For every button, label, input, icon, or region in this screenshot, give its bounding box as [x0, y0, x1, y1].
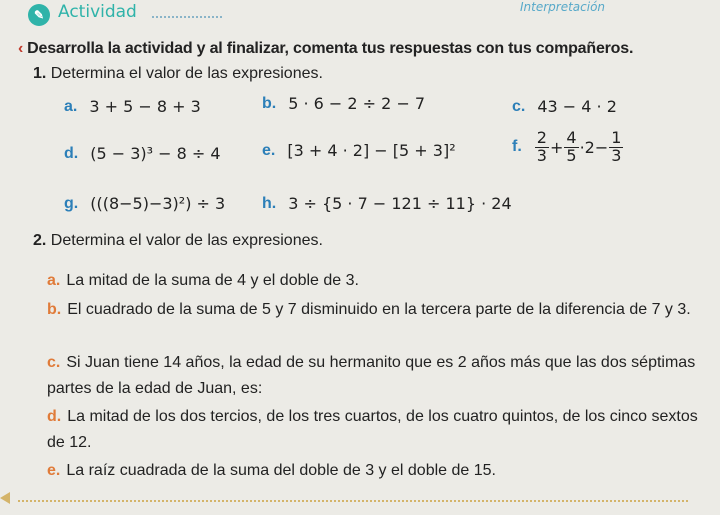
fraction: $\frac{2}{3}$	[536, 128, 547, 165]
expression-g: g. (((8−5)−3)²) ÷ 3	[64, 194, 226, 213]
pointer-icon	[0, 492, 14, 504]
question-text: Determina el valor de las expresiones.	[50, 232, 323, 249]
header-bar	[0, 0, 720, 26]
bottom-divider	[18, 500, 688, 502]
question-number: 1.	[33, 65, 47, 82]
expression-a: a. 3 + 5 − 8 + 3	[64, 97, 201, 116]
fraction: $\frac{4}{5}$	[566, 128, 577, 165]
list-item: a. La mitad de la suma de 4 y el doble de 3.	[47, 272, 359, 289]
chevron-left-icon: ‹	[18, 40, 24, 57]
activity-icon: ✎	[28, 4, 50, 26]
fraction: $\frac{1}{3}$	[611, 128, 622, 165]
expression-c: c. 43 − 4 · 2	[512, 97, 617, 116]
activity-label: Actividad	[58, 2, 137, 22]
question-text: Determina el valor de las expresiones.	[50, 65, 323, 82]
list-item: c. Si Juan tiene 14 años, la edad de su hermanito que es 2 años más que las dos séptimas partes de la edad de Juan, es:	[47, 354, 696, 397]
question-2	[33, 232, 323, 250]
interpretation-label: Interpretación	[520, 0, 606, 14]
question-number: 2.	[33, 232, 47, 249]
expression-f: f. $\frac{2}{3}$ + $\frac{4}{5}$ ·2− $\frac{1}{3}$	[512, 128, 622, 165]
list-item: b. El cuadrado de la suma de 5 y 7 disminuido en la tercera parte de la diferencia de 7 y 3.	[47, 301, 691, 318]
header-divider	[152, 16, 222, 18]
question-1	[33, 65, 323, 83]
list-item: d. La mitad de los dos tercios, de los tres cuartos, de los cuatro quintos, de los cinco sextos de 12.	[47, 408, 698, 451]
expression-d: d. (5 − 3)³ − 8 ÷ 4	[64, 144, 221, 163]
instructions-text: Desarrolla la actividad y al finalizar, comenta tus respuestas con tus compañeros.	[27, 40, 634, 57]
instructions	[18, 40, 633, 58]
list-item: e. La raíz cuadrada de la suma del doble de 3 y el doble de 15.	[47, 462, 496, 479]
expression-b: b. 5 · 6 − 2 ÷ 2 − 7	[262, 94, 426, 113]
expression-h: h. 3 ÷ {5 · 7 − 121 ÷ 11} · 24	[262, 194, 512, 213]
expression-e: e. [3 + 4 · 2] − [5 + 3]²	[262, 141, 456, 160]
